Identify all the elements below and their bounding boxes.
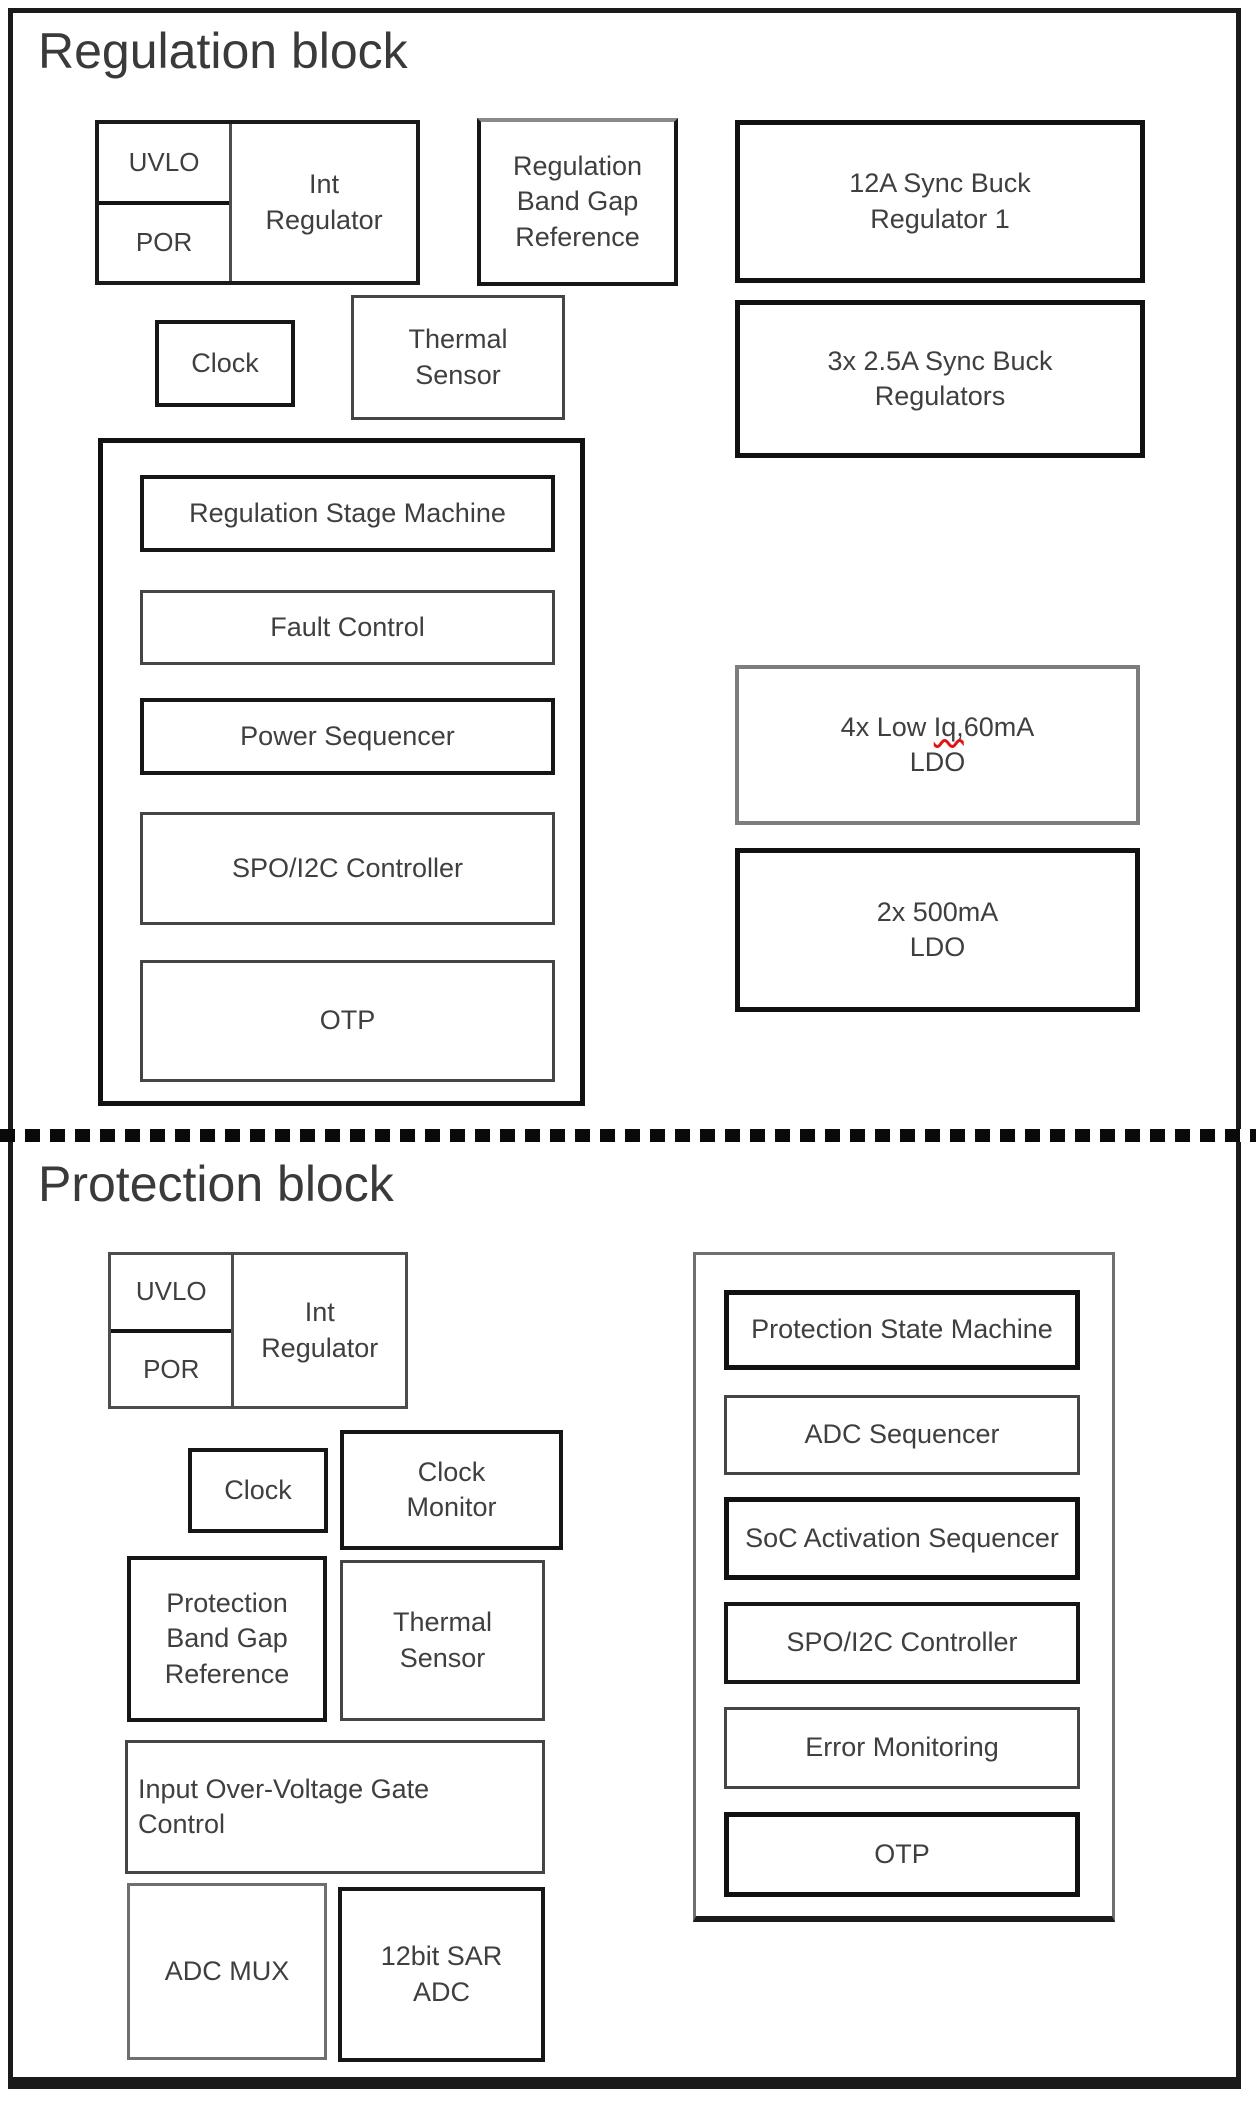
buck-regulator-12a-box [735,120,1145,283]
ldo-2x-500ma-box [735,848,1140,1012]
protection-uvlo-por-intreg-group [108,1252,408,1409]
ldo-4x-misspelled-word: Iq, [933,711,964,742]
protection-uvlo-por-column [111,1255,234,1406]
clock-monitor-box [340,1430,563,1550]
protection-thermal-sensor-label: Thermal Sensor [392,1607,493,1673]
regulation-clock-label: Clock [191,347,259,378]
protection-int-regulator-box [234,1255,405,1406]
regulation-uvlo-por-intreg-group [95,120,420,285]
adc-sequencer-label: ADC Sequencer [804,1419,1000,1450]
error-monitoring-box [724,1707,1080,1789]
fault-control-box [140,590,555,665]
regulation-uvlo-label: UVLO [128,146,200,177]
regulation-stage-machine-box [140,475,555,552]
regulation-por-label: POR [135,227,193,258]
regulation-por-box [99,205,229,282]
protection-otp-label: OTP [874,1838,930,1869]
soc-activation-sequencer-box [724,1497,1080,1580]
protection-clock-label: Clock [224,1474,292,1505]
protection-otp-box [724,1812,1080,1897]
adc-mux-label: ADC MUX [164,1955,290,1986]
regulation-uvlo-por-column [99,124,232,281]
ldo-4x-low-iq-box [735,665,1140,825]
sar-adc-label: 12bit SAR ADC [380,1941,503,2007]
protection-clock-box [188,1448,328,1533]
protection-band-gap-reference-label: Protection Band Gap Reference [164,1588,290,1689]
clock-monitor-label: Clock Monitor [406,1456,497,1522]
protection-state-machine-label: Protection State Machine [751,1314,1053,1345]
error-monitoring-label: Error Monitoring [805,1732,999,1763]
ldo-4x-suffix: 60mA [963,711,1035,742]
protection-por-box [111,1333,231,1407]
protection-uvlo-label: UVLO [135,1276,207,1307]
regulation-int-regulator-box [232,124,416,281]
adc-mux-box [127,1883,327,2060]
ldo-4x-prefix: 4x Low [840,711,934,742]
soc-activation-sequencer-label: SoC Activation Sequencer [745,1522,1059,1553]
buck-regulators-3x-box [735,300,1145,458]
ldo-4x-low-iq-label [841,710,1035,780]
buck-regulator-12a-label: 12A Sync Buck Regulator 1 [849,168,1031,234]
regulation-otp-label: OTP [319,1005,376,1036]
regulation-band-gap-reference-box [477,118,678,286]
regulation-spo-i2c-controller-box [140,812,555,925]
adc-sequencer-box [724,1395,1080,1475]
fault-control-label: Fault Control [270,611,425,642]
regulation-thermal-sensor-label: Thermal Sensor [408,324,508,390]
protection-spo-i2c-controller-label: SPO/I2C Controller [786,1627,1018,1658]
input-over-voltage-gate-control-box [125,1740,545,1874]
protection-thermal-sensor-box [340,1560,545,1721]
ldo-4x-line2: LDO [909,747,966,777]
regulation-thermal-sensor-box [351,295,565,420]
buck-regulators-3x-label: 3x 2.5A Sync Buck Regulators [827,345,1053,411]
ldo-2x-500ma-label: 2x 500mA LDO [876,896,999,962]
block-separator-dashed-line [0,1129,1256,1142]
input-over-voltage-gate-control-label: Input Over-Voltage Gate Control [138,1773,430,1839]
regulation-block-title: Regulation block [38,23,408,79]
power-sequencer-label: Power Sequencer [240,720,455,751]
regulation-uvlo-box [99,124,229,205]
protection-state-machine-box [724,1290,1080,1370]
power-sequencer-box [140,698,555,775]
protection-spo-i2c-controller-box [724,1602,1080,1684]
regulation-spo-i2c-controller-label: SPO/I2C Controller [231,852,464,883]
regulation-band-gap-reference-label: Regulation Band Gap Reference [512,151,643,252]
protection-por-label: POR [143,1353,200,1384]
regulation-int-regulator-label: Int Regulator [265,169,383,235]
protection-band-gap-reference-box [127,1556,327,1722]
protection-int-regulator-label: Int Regulator [261,1297,379,1363]
sar-adc-box [338,1887,545,2062]
regulation-stage-machine-label: Regulation Stage Machine [189,497,506,528]
regulation-clock-box [155,320,295,407]
regulation-otp-box [140,960,555,1082]
protection-block-title: Protection block [38,1156,394,1212]
protection-uvlo-box [111,1255,231,1333]
